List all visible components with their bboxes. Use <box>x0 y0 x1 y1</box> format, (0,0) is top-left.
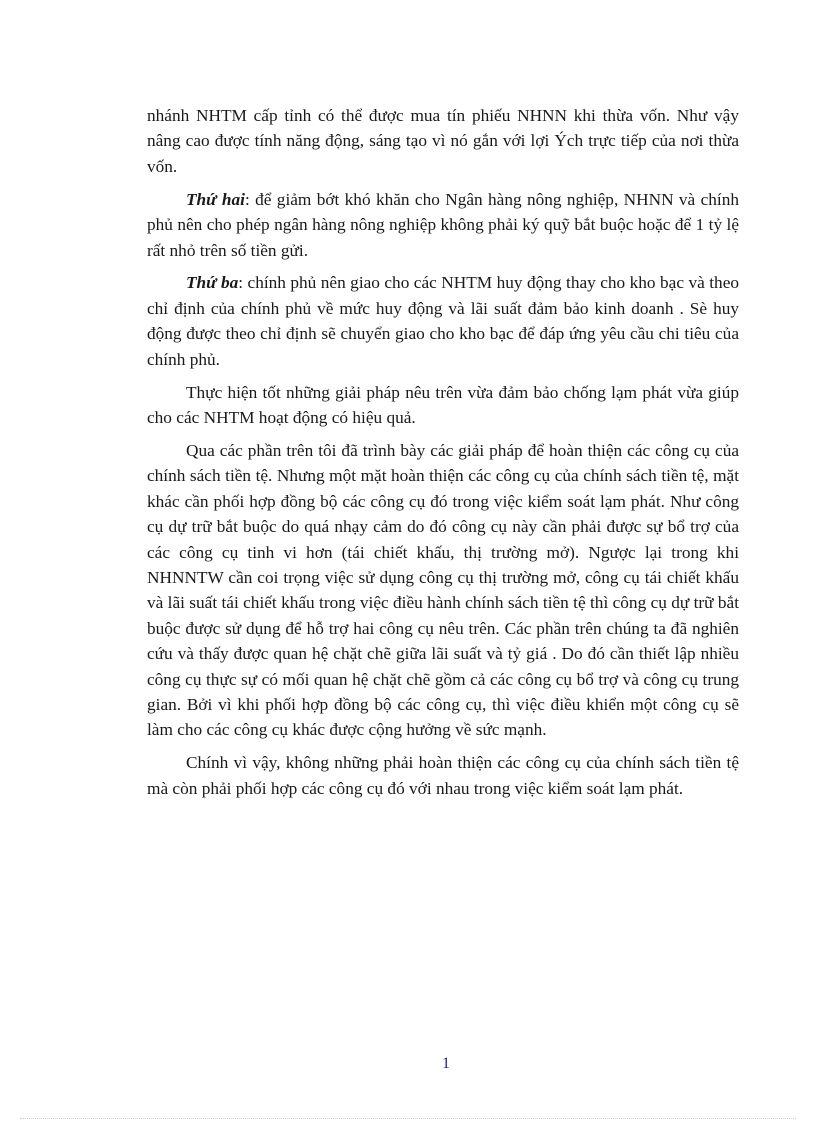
paragraph-text: Thực hiện tốt những giải pháp nêu trên vừa đảm bảo chống lạm phát vừa giúp cho các NHTM hoạt động có hiệu quả. <box>147 382 739 427</box>
page-bottom-divider <box>20 1118 796 1119</box>
page-number: 1 <box>442 1055 450 1072</box>
paragraph-main <box>147 438 739 743</box>
paragraph-thu-hai <box>147 187 739 263</box>
paragraph-lead: Thứ hai <box>186 189 245 209</box>
paragraph-thu-ba <box>147 270 739 372</box>
paragraph-text: : để giảm bớt khó khăn cho Ngân hàng nông nghiệp, NHNN và chính phủ nên cho phép ngân hàng nông nghiệp không phải ký quỹ bắt buộc hoặc để 1 tỷ lệ rất nhỏ trên số tiền gửi. <box>147 189 739 260</box>
body-text <box>147 103 739 809</box>
paragraph-text: nhánh NHTM cấp tỉnh có thể được mua tín phiếu NHNN khi thừa vốn. Như vậy nâng cao được tính năng động, sáng tạo vì nó gắn với lợi Ých trực tiếp của nơi thừa vốn. <box>147 106 739 176</box>
paragraph-continuation <box>147 103 739 179</box>
paragraph-conclusion <box>147 750 739 801</box>
paragraph-text: Qua các phần trên tôi đã trình bày các giải pháp để hoàn thiện các công cụ của chính sách tiền tệ. Nhưng một mặt hoàn thiện các công cụ của chính sách tiền tệ, mặt khác cần phối hợp đồng bộ các công cụ đó trong việc kiểm soát lạm phát. Như công cụ dự trữ bắt buộc do quá nhạy cảm do đó công cụ này cần phải được sự bổ trợ của các công cụ tinh vi hơn (tái chiết khấu, thị trường mở). Ngược lại trong khi NHNNTW cần coi trọng việc sử dụng công cụ thị trường mở, công cụ tái chiết khấu và lãi suất tái chiết khấu trong việc điều hành chính sách tiền tệ thì công cụ dự trữ bắt buộc được sử dụng để hỗ trợ hai công cụ nêu trên. Các phần trên chúng ta đã nghiên cứu và thấy được quan hệ chặt chẽ giữa lãi suất và tỷ giá . Do đó cần thiết lập nhiều công cụ thực sự có mối quan hệ chặt chẽ gồm cả các công cụ bổ trợ và công cụ trung gian. Bởi vì khi phối hợp đồng bộ các công cụ, thì việc điều khiển một công cụ sẽ làm cho các công cụ khác được cộng hưởng về sức mạnh. <box>147 440 739 740</box>
paragraph-text: Chính vì vậy, không những phải hoàn thiện các công cụ của chính sách tiền tệ mà còn phải phối hợp các công cụ đó với nhau trong việc kiểm soát lạm phát. <box>147 753 739 798</box>
paragraph-lead: Thứ ba <box>186 273 239 293</box>
paragraph-summary <box>147 380 739 431</box>
paragraph-text: : chính phủ nên giao cho các NHTM huy động thay cho kho bạc và theo chỉ định của chính phủ về mức huy động và lãi suất đảm bảo kinh doanh . Sè huy động được theo chỉ định sẽ chuyển giao cho kho bạc để đáp ứng yêu cầu chi tiêu của chính phủ. <box>147 273 739 369</box>
